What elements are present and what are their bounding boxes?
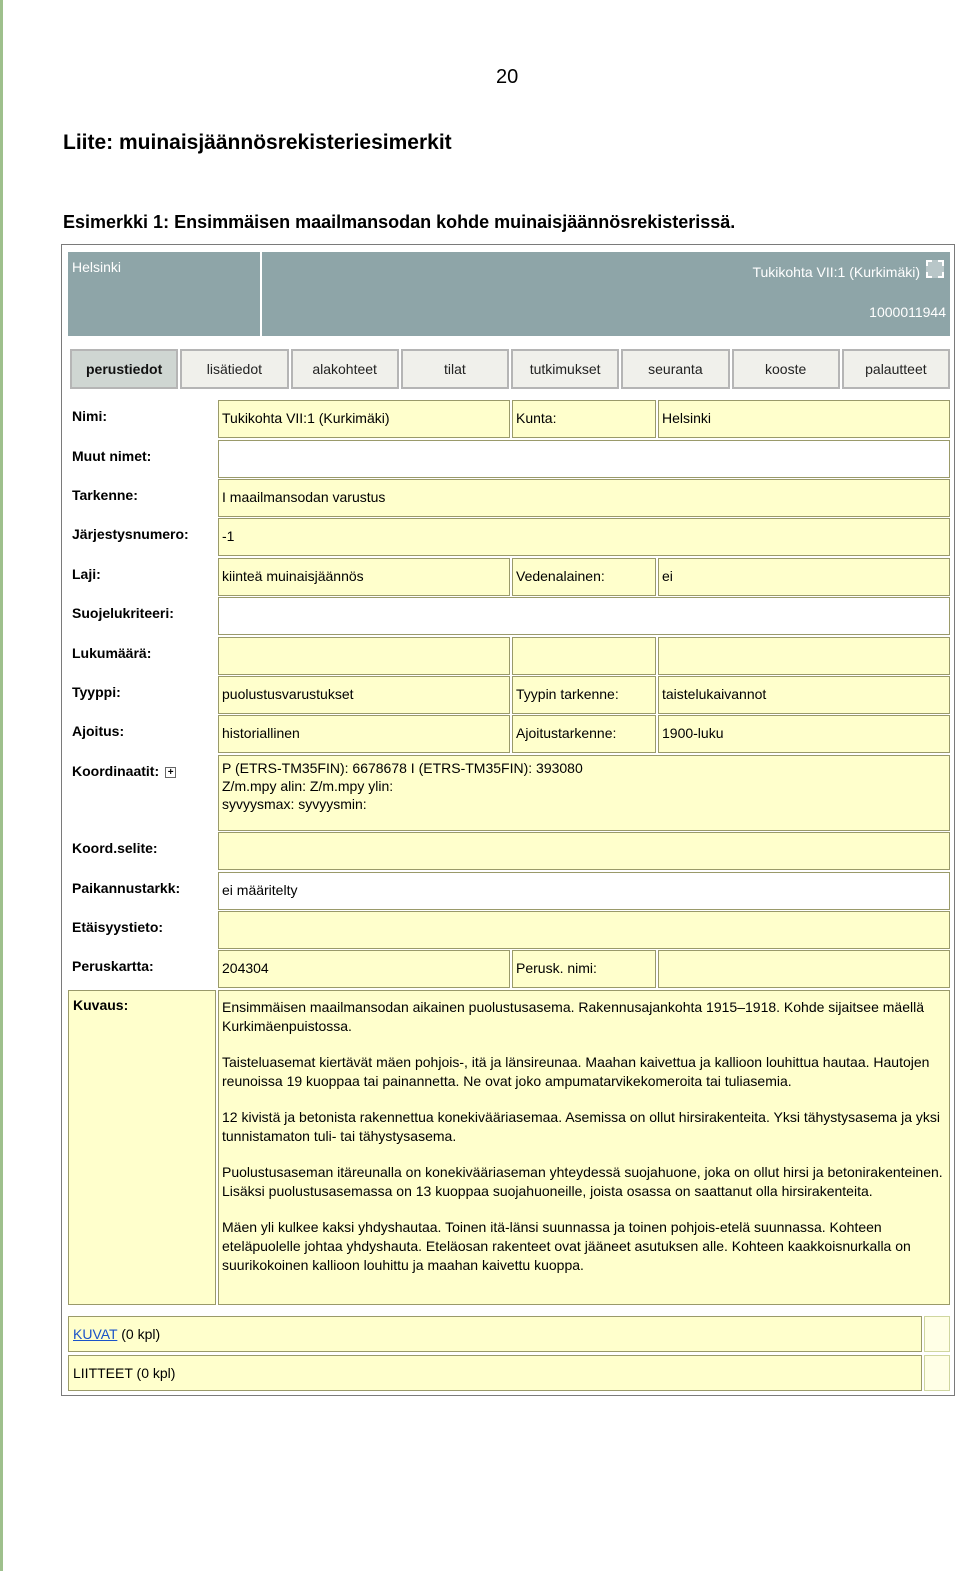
label-ajoitus: Ajoitus: xyxy=(72,723,125,739)
value-kuvaus xyxy=(218,990,950,1305)
images-side-cell xyxy=(924,1316,950,1352)
tab-palautteet[interactable]: palautteet xyxy=(842,349,950,389)
value-etaisyystieto xyxy=(218,911,950,949)
description-paragraph: Puolustusaseman itäreunalla on konekivääriaseman yhteydessä suojahuone, joka on ollut hirsi ja betonirakenteinen. Lisäksi puolustusasemassa on 13 kuoppaa suojahuoneille, joista osassa on saattanut olla hirsirakenteita. xyxy=(222,1164,943,1199)
label-lukumaara: Lukumäärä: xyxy=(72,645,152,661)
document-heading: Liite: muinaisjäännösrekisteriesimerkit xyxy=(63,131,452,154)
label-koordinaatit xyxy=(68,757,216,791)
value-koord-selite xyxy=(218,832,950,870)
empty-cell xyxy=(658,637,950,675)
header-municipality xyxy=(68,252,260,336)
page-edge xyxy=(0,0,3,1571)
tab-seuranta[interactable]: seuranta xyxy=(621,349,729,389)
label-paikannustarkk: Paikannustarkk: xyxy=(72,880,181,896)
attachments-label: LIITTEET (0 kpl) xyxy=(73,1365,176,1381)
value-perusk-nimi xyxy=(658,950,950,988)
value-ajoitus: historiallinen xyxy=(218,715,510,753)
images-row xyxy=(68,1316,922,1352)
value-peruskartta: 204304 xyxy=(218,950,510,988)
attachments-row xyxy=(68,1355,922,1391)
value-lukumaara xyxy=(218,637,510,675)
value-tyypin-tarkenne: taistelukaivannot xyxy=(658,676,950,714)
description-paragraph: Mäen yli kulkee kaksi yhdyshautaa. Toinen itä-länsi suunnassa ja toinen pohjois-etelä suunnassa. Kohteen eteläpuolelle johtaa yhdyshauta. Eteläosan rakenteet ovat jääneet asutuksen alle. Kohteen kaakkoisnurkalla on suurikokoinen kallioon louhittu ja maahan kaivettu kuoppa. xyxy=(222,1219,911,1273)
tab-perustiedot[interactable]: perustiedot xyxy=(70,349,178,389)
label-suojelukriteeri: Suojelukriteeri: xyxy=(72,605,174,621)
label-muut-nimet: Muut nimet: xyxy=(72,448,152,464)
record-id: 1000011944 xyxy=(869,304,946,320)
value-koordinaatit xyxy=(218,755,950,831)
label-kuvaus: Kuvaus: xyxy=(68,990,216,1305)
label-tarkenne: Tarkenne: xyxy=(72,487,138,503)
label-peruskartta: Peruskartta: xyxy=(72,958,154,974)
value-tyyppi: puolustusvarustukset xyxy=(218,676,510,714)
value-nimi: Tukikohta VII:1 (Kurkimäki) xyxy=(218,400,510,438)
value-tarkenne: I maailmansodan varustus xyxy=(218,479,950,517)
tab-tilat[interactable]: tilat xyxy=(401,349,509,389)
value-muut-nimet xyxy=(218,440,950,478)
empty-cell xyxy=(512,637,656,675)
header-title-panel xyxy=(262,252,950,336)
value-ajoitustarkenne: 1900-luku xyxy=(658,715,950,753)
tab-kooste[interactable]: kooste xyxy=(732,349,840,389)
label-etaisyystieto: Etäisyystieto: xyxy=(72,919,164,935)
value-suojelukriteeri xyxy=(218,597,950,635)
tab-alakohteet[interactable]: alakohteet xyxy=(291,349,399,389)
label-nimi: Nimi: xyxy=(72,408,107,424)
attachments-side-cell xyxy=(924,1355,950,1391)
expand-plus-icon[interactable]: + xyxy=(165,767,176,778)
description-paragraph: 12 kivistä ja betonista rakennettua konekivääriasemaa. Asemissa on ollut hirsirakenteita. Yksi tähystysasema ja yksi tunnistamaton tuli- tai tähystysasema. xyxy=(222,1109,940,1144)
label-koord-selite: Koord.selite: xyxy=(72,840,158,856)
elevation-line: Z/m.mpy alin: Z/m.mpy ylin: xyxy=(222,778,394,794)
municipality-label: Helsinki xyxy=(72,259,122,275)
value-vedenalainen: ei xyxy=(658,558,950,596)
label-vedenalainen: Vedenalainen: xyxy=(512,558,656,596)
description-paragraph: Taisteluasemat kiertävät mäen pohjois-, itä ja länsireunaa. Maahan kaivettua ja kallioon louhittua hautaa. Hautojen reunoissa 19 kuoppaa tai painannetta. Ne ovat joko ampumatarvikekomeroita tai tuliasemia. xyxy=(222,1054,930,1089)
label-perusk-nimi: Perusk. nimi: xyxy=(512,950,656,988)
record-title: Tukikohta VII:1 (Kurkimäki) xyxy=(752,264,920,280)
page-number: 20 xyxy=(496,66,519,88)
registry-record-frame xyxy=(61,244,955,1396)
value-kunta: Helsinki xyxy=(658,400,950,438)
tab-bar xyxy=(70,349,950,389)
tab-tutkimukset[interactable]: tutkimukset xyxy=(511,349,619,389)
label-jarjestysnumero: Järjestysnumero: xyxy=(72,526,189,542)
images-link[interactable]: KUVAT xyxy=(73,1326,118,1342)
label-tyyppi: Tyyppi: xyxy=(72,684,121,700)
label-tyypin-tarkenne: Tyypin tarkenne: xyxy=(512,676,656,714)
label-kunta: Kunta: xyxy=(512,400,656,438)
label-laji: Laji: xyxy=(72,566,101,582)
koordinaatit-label-text: Koordinaatit: xyxy=(72,763,160,779)
value-jarjestysnumero: -1 xyxy=(218,518,950,556)
image-placeholder-icon[interactable] xyxy=(926,260,944,278)
example-heading: Esimerkki 1: Ensimmäisen maailmansodan kohde muinaisjäännösrekisterissä. xyxy=(63,212,736,232)
value-paikannustarkk: ei määritelty xyxy=(218,872,950,910)
depth-line: syvyysmax: syvyysmin: xyxy=(222,796,367,812)
tab-lisatiedot[interactable]: lisätiedot xyxy=(180,349,288,389)
value-laji: kiinteä muinaisjäännös xyxy=(218,558,510,596)
description-paragraph: Ensimmäisen maailmansodan aikainen puolustusasema. Rakennusajankohta 1915–1918. Kohde sijaitsee mäellä Kurkimäenpuistossa. xyxy=(222,999,924,1034)
label-ajoitustarkenne: Ajoitustarkenne: xyxy=(512,715,656,753)
coordinates-line: P (ETRS-TM35FIN): 6678678 I (ETRS-TM35FIN): 393080 xyxy=(222,760,583,776)
images-count: (0 kpl) xyxy=(121,1326,161,1342)
